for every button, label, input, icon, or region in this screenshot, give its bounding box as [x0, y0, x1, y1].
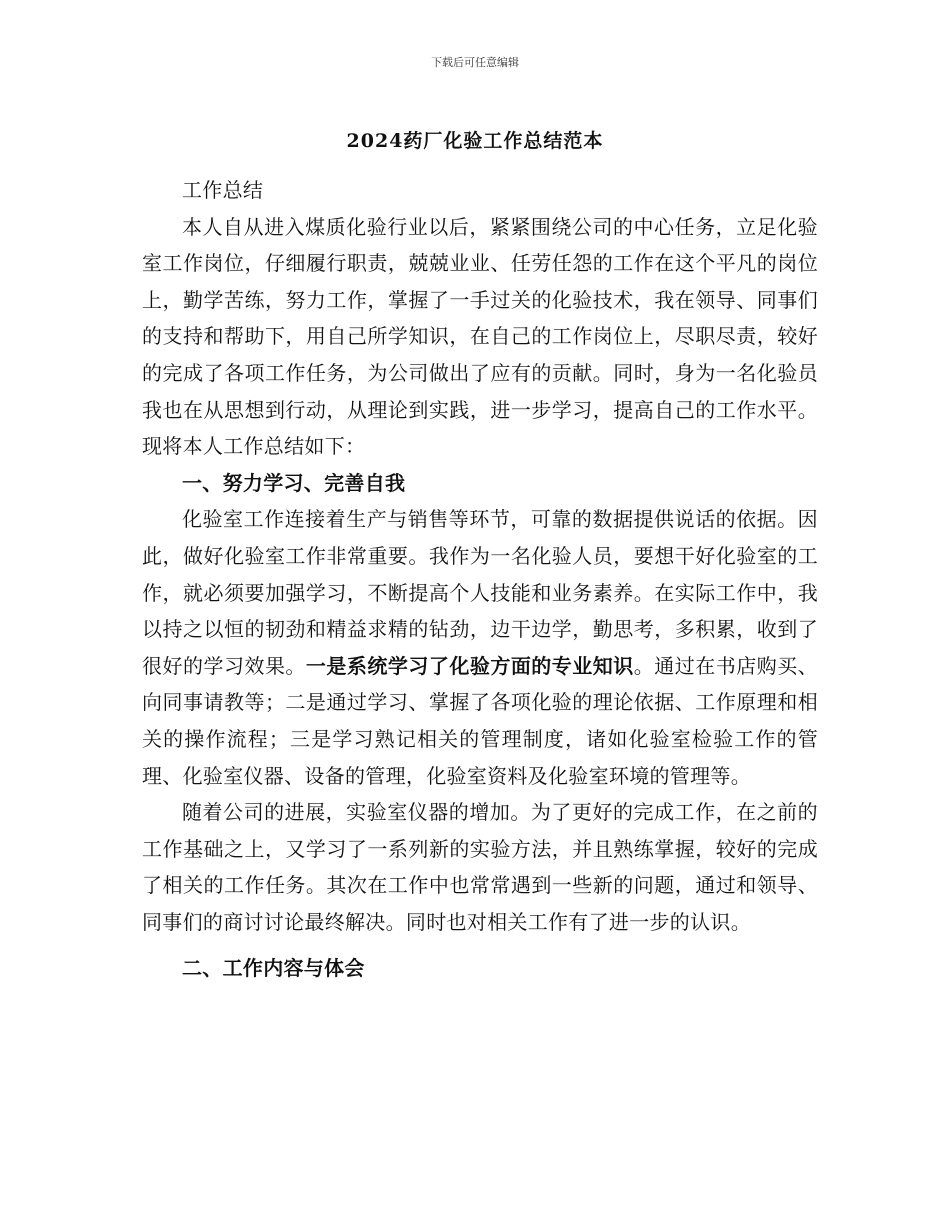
- document-body: [142, 172, 818, 987]
- section-label: 工作总结: [182, 178, 264, 202]
- section-1-p1-text-b: 。通过在书店购买、向同事请教等；二是通过学习、掌握了各项化验的理论依据、工作原理和相关的操作流程；三是学习熟记相关的管理制度，诸如化验室检验工作的管理、化验室仪器、设备的管理，化验室资料及化验室环境的管理等。: [142, 653, 818, 788]
- section-1-paragraph-2: 随着公司的进展，实验室仪器的增加。为了更好的完成工作，在之前的工作基础之上，又学习了一系列新的实验方法，并且熟练掌握，较好的完成了相关的工作任务。其次在工作中也常常遇到一些新的问题，通过和领导、同事们的商讨讨论最终解决。同时也对相关工作有了进一步的认识。: [142, 800, 818, 934]
- section-1-heading: 一、努力学习、完善自我: [182, 470, 406, 495]
- section-1-p1-text-a: 化验室工作连接着生产与销售等环节，可靠的数据提供说话的依据。因此，做好化验室工作非常重要。我作为一名化验人员，要想干好化验室的工作，就必须要加强学习，不断提高个人技能和业务素养。在实际工作中，我以持之以恒的韧劲和精益求精的钻劲，边干边学，勤思考，多积累，收到了很好的学习效果。: [142, 507, 818, 678]
- document-title: 2024药厂化验工作总结范本: [346, 130, 604, 152]
- header-note: 下载后可任意编辑: [431, 56, 519, 69]
- section-1-p1-bold: 一是系统学习了化验方面的专业知识: [305, 653, 634, 678]
- section-2-heading: 二、工作内容与体会: [182, 956, 365, 981]
- intro-paragraph: 本人自从进入煤质化验行业以后，紧紧围绕公司的中心任务，立足化验室工作岗位，仔细履行职责，兢兢业业、任劳任怨的工作在这个平凡的岗位上，勤学苦练，努力工作，掌握了一手过关的化验技术，我在领导、同事们的支持和帮助下，用自己所学知识，在自己的工作岗位上，尽职尽责，较好的完成了各项工作任务，为公司做出了应有的贡献。同时，身为一名化验员我也在从思想到行动，从理论到实践，进一步学习，提高自己的工作水平。现将本人工作总结如下：: [142, 214, 818, 459]
- section-1-paragraph-1: [142, 501, 818, 794]
